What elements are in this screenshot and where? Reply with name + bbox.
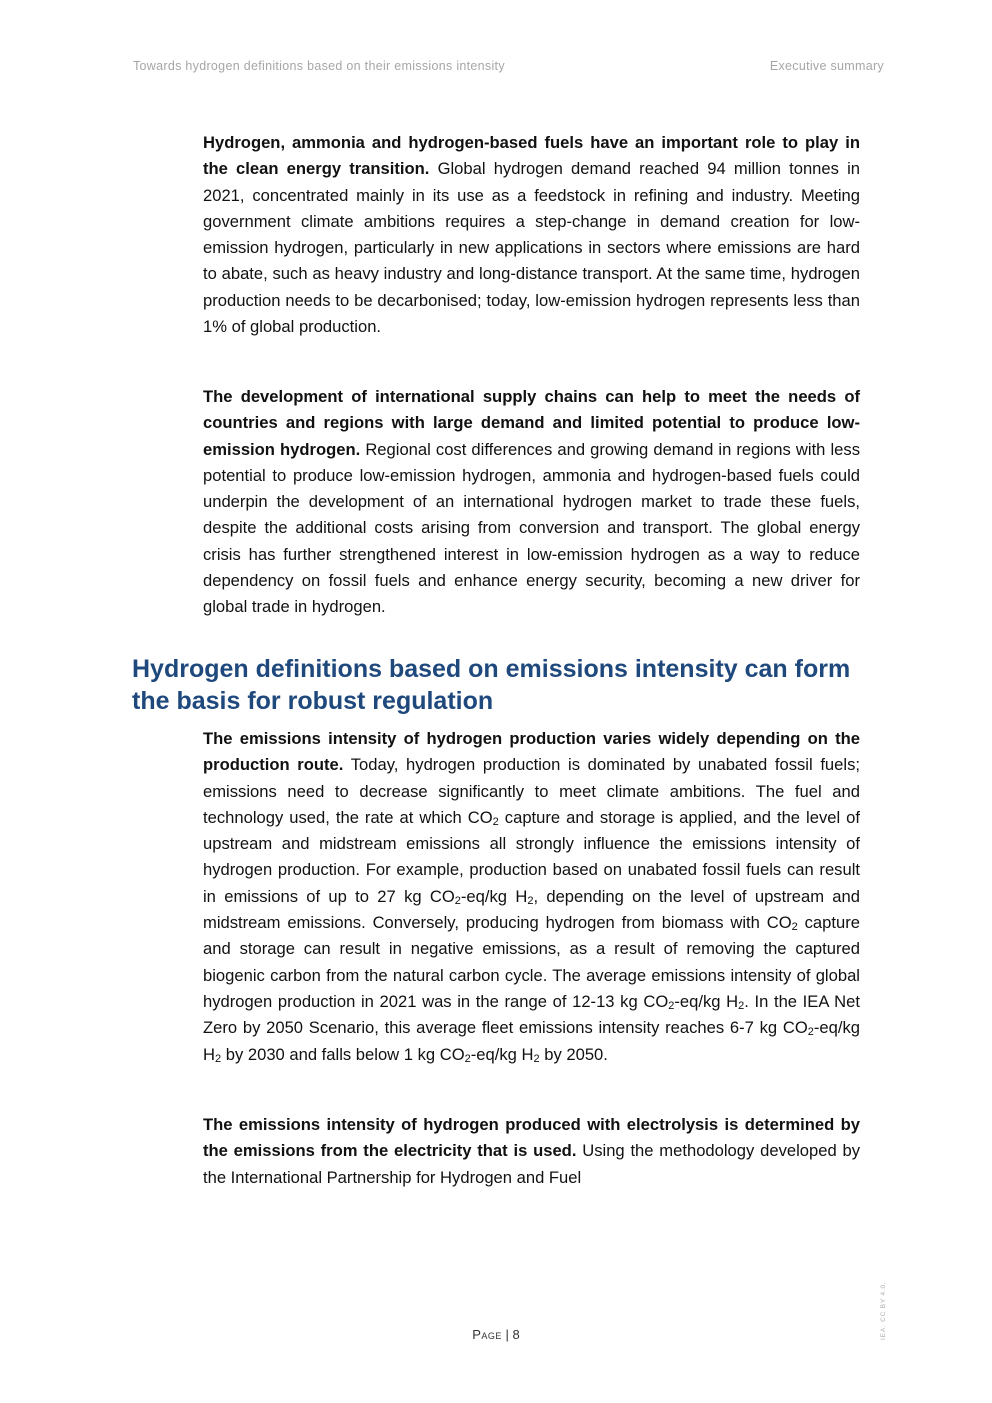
paragraph-text: -eq/kg H xyxy=(674,991,739,1011)
paragraph-supply-chains xyxy=(203,384,860,621)
subscript: 2 xyxy=(738,999,745,1012)
paragraph-text: capture and storage can result in negative emissions, as a result of removing the captured biogenic carbon from the natural carbon cycle. The average emissions intensity of global hydrogen production in 2021 was in the range of 12-13 kg CO xyxy=(203,913,860,1011)
paragraph-text: , depending on the level of upstream and midstream emissions. Conversely, producing hydrogen from biomass with CO xyxy=(203,886,860,933)
subscript: 2 xyxy=(454,894,461,907)
subscript: 2 xyxy=(533,1052,540,1065)
page-footer xyxy=(0,1327,992,1342)
paragraph-lead: The development of international supply chains can help to meet the needs of countries and regions with large demand and limited potential to produce low-emission hydrogen. xyxy=(203,387,860,459)
subscript: 2 xyxy=(527,894,534,907)
paragraph-body: Using the methodology developed by the International Partnership for Hydrogen and Fuel xyxy=(203,1141,861,1187)
paragraph-lead: The emissions intensity of hydrogen production varies widely depending on the production route. xyxy=(203,729,860,775)
paragraph-hydrogen-role xyxy=(203,130,860,340)
paragraph-body: Regional cost differences and growing demand in regions with less potential to produce low-emission hydrogen, ammonia and hydrogen-based fuels could underpin the development of an international hydrogen market to trade these fuels, despite the additional costs arising from conversion and transport. The global energy crisis has further strengthened interest in low-emission hydrogen as a way to reduce dependency on fossil fuels and enhance energy security, becoming a new driver for global trade in hydrogen. xyxy=(203,439,861,617)
paragraph-text: -eq/kg H xyxy=(470,1044,534,1064)
paragraph-lead: The emissions intensity of hydrogen produced with electrolysis is determined by the emissions from the electricity that is used. xyxy=(203,1115,860,1161)
paragraph-text: capture and storage is applied, and the level of upstream and midstream emissions all strongly influence the emissions intensity of hydrogen production. For example, production based on unabated fossil fuels can result in emissions of up to 27 kg CO xyxy=(203,807,860,906)
subscript: 2 xyxy=(492,815,499,828)
page-separator: | xyxy=(501,1327,513,1342)
subscript: 2 xyxy=(214,1052,222,1065)
paragraph-text: -eq/kg H xyxy=(460,886,528,906)
page-number: 8 xyxy=(512,1327,520,1342)
running-header-section: Executive summary xyxy=(769,59,884,73)
subscript: 2 xyxy=(464,1052,471,1065)
paragraph-text: by 2050. xyxy=(539,1044,608,1064)
subscript: 2 xyxy=(807,1026,814,1039)
paragraph-body: Global hydrogen demand reached 94 million tonnes in 2021, concentrated mainly in its use as a feedstock in refining and industry. Meeting government climate ambitions requires a step-change in demand creation for low-emission hydrogen, particularly in new applications in sectors where emissions are hard to abate, such as heavy industry and long-distance transport. At the same time, hydrogen production needs to be decarbonised; today, low-emission hydrogen represents less than 1% of global production. xyxy=(203,159,860,337)
subscript: 2 xyxy=(668,999,675,1012)
paragraph-lead: Hydrogen, ammonia and hydrogen-based fuels have an important role to play in the clean energy transition. xyxy=(203,133,860,179)
license-notice: IEA. CC BY 4.0. xyxy=(880,1281,887,1340)
running-header-title: Towards hydrogen definitions based on their emissions intensity xyxy=(133,59,505,73)
subscript: 2 xyxy=(791,921,798,934)
paragraph-emissions-intensity xyxy=(203,726,860,1068)
section-heading: Hydrogen definitions based on emissions intensity can form the basis for robust regulation xyxy=(132,655,851,715)
paragraph-text: Today, hydrogen production is dominated by unabated fossil fuels; emissions need to decrease significantly to meet climate ambitions. The fuel and technology used, the rate at which CO xyxy=(203,755,860,827)
page-label: Page xyxy=(472,1327,502,1342)
paragraph-text: . In the IEA Net Zero by 2050 Scenario, this average fleet emissions intensity reaches 6-7 kg CO xyxy=(203,991,860,1038)
paragraph-text: by 2030 and falls below 1 kg CO xyxy=(221,1044,465,1064)
paragraph-electrolysis xyxy=(203,1112,860,1191)
paragraph-text: -eq/kg H xyxy=(203,1018,860,1064)
